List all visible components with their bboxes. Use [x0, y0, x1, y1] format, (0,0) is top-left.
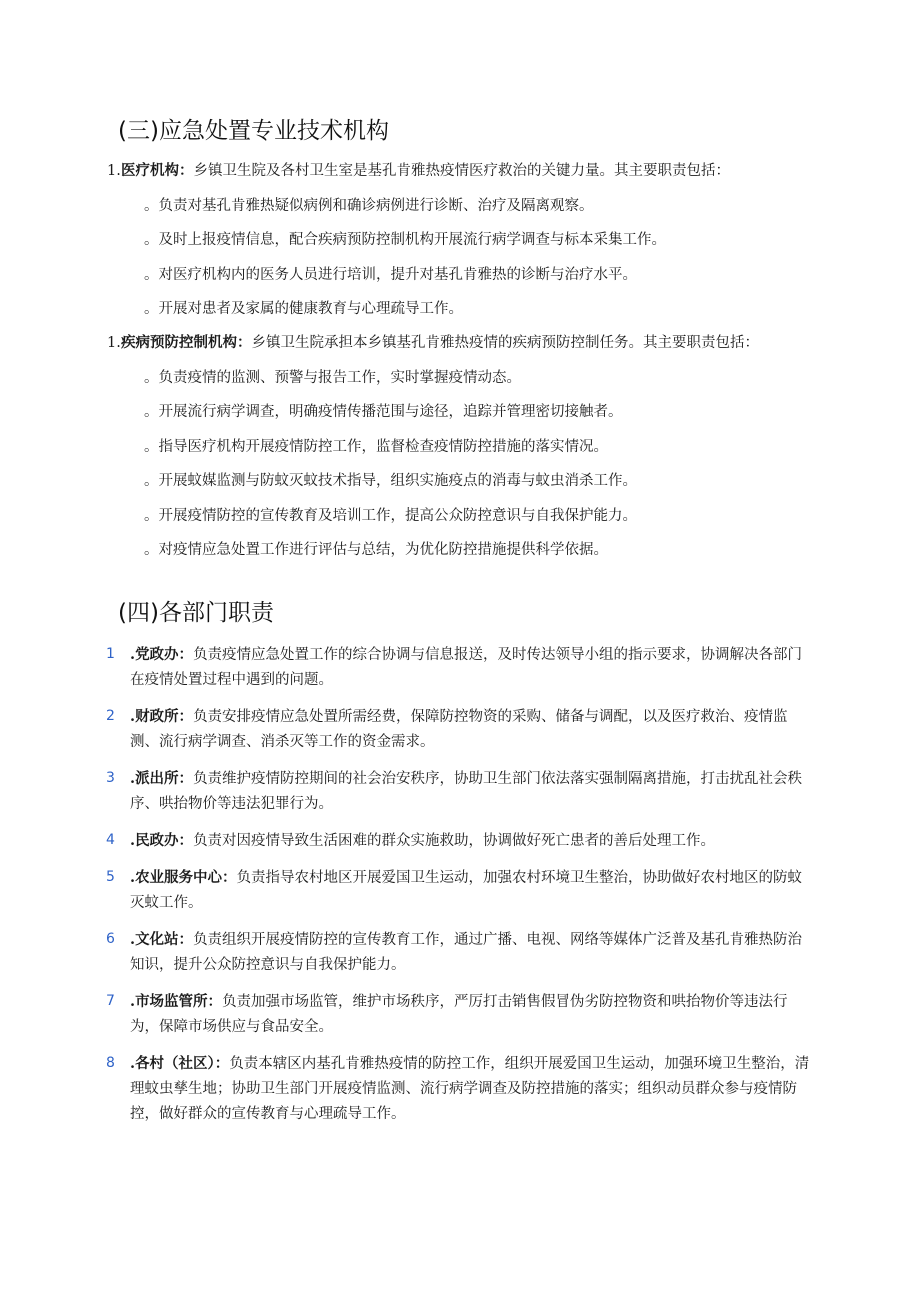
item-number: 6	[106, 931, 115, 947]
department-item	[106, 828, 816, 854]
department-text: 负责指导农村地区开展爱国卫生运动，加强农村环境卫生整治，协助做好农村地区的防蚊灭蚊工作。	[130, 870, 803, 911]
medical-institutions-block	[107, 158, 807, 331]
item-number: 8	[106, 1055, 115, 1071]
department-text: 负责对因疫情导致生活困难的群众实施救助，协调做好死亡患者的善后处理工作。	[193, 833, 716, 849]
department-text: 负责安排疫情应急处置所需经费，保障防控物资的采购、储备与调配，以及医疗救治、疫情监测、流行病学调查、消杀灭等工作的资金需求。	[130, 709, 788, 750]
item-number: 4	[106, 832, 115, 848]
department-title: 市场监管所：	[135, 993, 223, 1010]
item-number: 3	[106, 770, 115, 786]
section4-heading: (四)各部门职责	[118, 600, 274, 626]
list-item: 。开展疫情防控的宣传教育及培训工作，提高公众防控意识与自我保护能力。	[144, 507, 637, 524]
cdc-title: 疾病预防控制机构：	[121, 334, 252, 351]
item-dot: .	[130, 832, 136, 849]
medical-institutions-intro	[107, 158, 807, 193]
department-text: 负责本辖区内基孔肯雅热疫情的防控工作，组织开展爱国卫生运动，加强环境卫生整治，清理蚊虫孳生地；协助卫生部门开展疫情监测、流行病学调查及防控措施的落实；组织动员群众参与疫情防控，做好群众的宣传教育与心理疏导工作。	[130, 1056, 810, 1122]
list-item: 。负责疫情的监测、预警与报告工作，实时掌握疫情动态。	[144, 369, 521, 386]
department-text: 负责维护疫情防控期间的社会治安秩序，协助卫生部门依法落实强制隔离措施，打击扰乱社会秩序、哄抬物价等违法犯罪行为。	[130, 771, 803, 812]
list-item: 。对疫情应急处置工作进行评估与总结，为优化防控措施提供科学依据。	[144, 542, 608, 558]
item-dot: .	[130, 770, 136, 787]
department-item	[106, 989, 816, 1040]
item-number: 7	[106, 993, 115, 1009]
list-item: 。指导医疗机构开展疫情防控工作，监督检查疫情防控措施的落实情况。	[144, 438, 608, 455]
item-dot: .	[130, 646, 136, 663]
item-dot: .	[130, 869, 136, 886]
department-item	[106, 927, 816, 978]
department-text: 负责加强市场监管，维护市场秩序，严厉打击销售假冒伪劣防控物资和哄抬物价等违法行为，保障市场供应与食品安全。	[130, 994, 788, 1035]
item-number: 1	[106, 646, 115, 662]
department-item	[106, 642, 816, 693]
list-item: 。开展蚊媒监测与防蚊灭蚊技术指导，组织实施疫点的消毒与蚊虫消杀工作。	[144, 473, 637, 489]
cdc-intro	[107, 330, 807, 365]
section3-heading: (三)应急处置专业技术机构	[118, 118, 389, 144]
list-item: 。负责对基孔肯雅热疑似病例和确诊病例进行诊断、治疗及隔离观察。	[144, 197, 594, 214]
department-title: 党政办：	[135, 646, 194, 663]
department-title: 派出所：	[135, 770, 194, 787]
medical-institutions-desc: 乡镇卫生院及各村卫生室是基孔肯雅热疫情医疗救治的关键力量。其主要职责包括：	[193, 163, 730, 179]
item-number: 5	[106, 869, 115, 885]
list-number: 1.	[107, 163, 121, 179]
department-item	[106, 704, 816, 755]
item-number: 2	[106, 708, 115, 724]
list-item: 。开展流行病学调查，明确疫情传播范围与途径，追踪并管理密切接触者。	[144, 404, 623, 420]
medical-institutions-title: 医疗机构：	[121, 162, 194, 179]
item-dot: .	[130, 931, 136, 948]
item-dot: .	[130, 1055, 136, 1072]
department-text: 负责疫情应急处置工作的综合协调与信息报送，及时传达领导小组的指示要求，协调解决各部门在疫情处置过程中遇到的问题。	[130, 647, 803, 688]
department-title: 各村（社区）：	[135, 1055, 230, 1072]
cdc-block	[107, 330, 807, 572]
list-number: 1.	[107, 335, 121, 351]
department-title: 文化站：	[135, 931, 194, 948]
department-title: 农业服务中心：	[135, 869, 237, 886]
department-item	[106, 865, 816, 916]
department-text: 负责组织开展疫情防控的宣传教育工作，通过广播、电视、网络等媒体广泛普及基孔肯雅热防治知识，提升公众防控意识与自我保护能力。	[130, 932, 803, 973]
department-title: 民政办：	[135, 832, 194, 849]
cdc-desc: 乡镇卫生院承担本乡镇基孔肯雅热疫情的疾病预防控制任务。其主要职责包括：	[251, 335, 759, 351]
department-item	[106, 1051, 816, 1127]
department-duties-list	[106, 642, 816, 1138]
list-item: 。开展对患者及家属的健康教育与心理疏导工作。	[144, 301, 463, 317]
item-dot: .	[130, 708, 136, 725]
list-item: 。对医疗机构内的医务人员进行培训，提升对基孔肯雅热的诊断与治疗水平。	[144, 266, 637, 283]
department-item	[106, 766, 816, 817]
department-title: 财政所：	[135, 708, 194, 725]
item-dot: .	[130, 993, 136, 1010]
list-item: 。及时上报疫情信息，配合疾病预防控制机构开展流行病学调查与标本采集工作。	[144, 232, 666, 248]
